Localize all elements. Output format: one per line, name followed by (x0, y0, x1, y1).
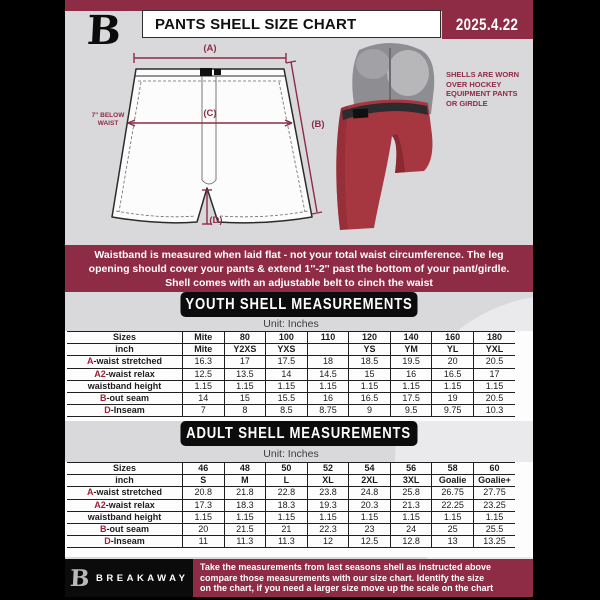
value-cell: 11.3 (224, 536, 266, 548)
table-row (67, 405, 515, 417)
value-cell: 12.5 (349, 536, 391, 548)
value-cell: 10.3 (473, 405, 515, 417)
table-row (67, 392, 515, 404)
page-title: PANTS SHELL SIZE CHART (142, 10, 441, 38)
youth-table-card (65, 331, 533, 421)
value-cell: 1.15 (307, 511, 349, 523)
value-cell: 17.3 (183, 499, 225, 511)
table-row (67, 332, 515, 344)
value-cell: 14.5 (307, 368, 349, 380)
table-row (67, 536, 515, 548)
value-cell: 20.3 (349, 499, 391, 511)
value-cell: YXL (473, 344, 515, 356)
label-d: (D) (209, 215, 223, 226)
value-cell: S (183, 475, 225, 487)
table-row (67, 475, 515, 487)
value-cell: 21.8 (224, 487, 266, 499)
table-row (67, 356, 515, 368)
footer-logo-icon: B (68, 564, 90, 592)
table-row (67, 463, 515, 475)
value-cell: 2XL (349, 475, 391, 487)
value-cell: 56 (390, 463, 432, 475)
value-cell: 48 (224, 463, 266, 475)
row-label: Sizes (67, 332, 183, 344)
value-cell: 22.8 (266, 487, 308, 499)
table-row (67, 380, 515, 392)
row-label: D-Inseam (67, 536, 183, 548)
table-row (67, 523, 515, 535)
value-cell: 20 (432, 356, 474, 368)
value-cell: Y2XS (224, 344, 266, 356)
value-cell: 120 (349, 332, 391, 344)
value-cell: 19.3 (307, 499, 349, 511)
footer-brand-block (65, 559, 193, 597)
value-cell: 3XL (390, 475, 432, 487)
youth-heading-text: YOUTH SHELL MEASUREMENTS (185, 295, 413, 313)
value-cell: 16 (307, 392, 349, 404)
value-cell: 15.5 (266, 392, 308, 404)
value-cell: 22.3 (307, 523, 349, 535)
value-cell: 11.3 (266, 536, 308, 548)
value-cell: 50 (266, 463, 308, 475)
label-a: (A) (203, 43, 217, 54)
value-cell: 8.75 (307, 405, 349, 417)
value-cell: 15 (349, 368, 391, 380)
value-cell: 20.8 (183, 487, 225, 499)
pants-outline-illustration (85, 38, 345, 240)
shell-photo-illustration (333, 40, 455, 238)
value-cell: 21.5 (224, 523, 266, 535)
value-cell: 18.3 (266, 499, 308, 511)
value-cell: 8 (224, 405, 266, 417)
value-cell: 14 (266, 368, 308, 380)
side-note-line: 7'' BELOW (91, 112, 125, 119)
value-cell: 1.15 (266, 511, 308, 523)
value-cell: 16 (390, 368, 432, 380)
label-c: (C) (203, 108, 217, 119)
value-cell (307, 344, 349, 356)
value-cell: 17 (224, 356, 266, 368)
value-cell: 140 (390, 332, 432, 344)
value-cell: 8.5 (266, 405, 308, 417)
photo-note-line: OVER HOCKEY (446, 79, 502, 89)
value-cell: 9 (349, 405, 391, 417)
value-cell: 1.15 (183, 511, 225, 523)
table-row (67, 487, 515, 499)
value-cell: 13.25 (473, 536, 515, 548)
footer-line: Take the measurements from last seasons shell as instructed above (200, 562, 491, 572)
value-cell: Goalie (432, 475, 474, 487)
value-cell: YL (432, 344, 474, 356)
value-cell: 19 (432, 392, 474, 404)
value-cell: 60 (473, 463, 515, 475)
value-cell: 9.75 (432, 405, 474, 417)
adult-unit-label: Unit: Inches (263, 448, 319, 460)
value-cell: YXS (266, 344, 308, 356)
row-label: A-waist stretched (67, 356, 183, 368)
value-cell: Mite (183, 332, 225, 344)
value-cell: 160 (432, 332, 474, 344)
footer-brand-name: BREAKAWAY (96, 572, 189, 584)
photo-note-line: OR GIRDLE (446, 98, 488, 108)
value-cell: 11 (183, 536, 225, 548)
value-cell: YS (349, 344, 391, 356)
value-cell: 16.5 (349, 392, 391, 404)
table-row (67, 511, 515, 523)
value-cell: 1.15 (390, 380, 432, 392)
value-cell: M (224, 475, 266, 487)
size-chart-document (65, 0, 533, 600)
value-cell: 25.5 (473, 523, 515, 535)
value-cell: 22.25 (432, 499, 474, 511)
adult-table (67, 462, 515, 548)
photo-note (446, 70, 532, 108)
date-text: 2025.4.22 (456, 14, 519, 34)
table-row (67, 344, 515, 356)
row-label: A2-waist relax (67, 499, 183, 511)
value-cell: 25 (432, 523, 474, 535)
value-cell: 1.15 (432, 511, 474, 523)
row-label: B-out seam (67, 523, 183, 535)
value-cell: 1.15 (473, 511, 515, 523)
row-label: B-out seam (67, 392, 183, 404)
value-cell: 23 (349, 523, 391, 535)
value-cell: 52 (307, 463, 349, 475)
seven-below-waist-note (85, 112, 131, 128)
date-badge (442, 10, 533, 39)
value-cell: 1.15 (349, 380, 391, 392)
photo-note-line: EQUIPMENT PANTS (446, 89, 518, 98)
value-cell: 26.75 (432, 487, 474, 499)
value-cell: 80 (224, 332, 266, 344)
value-cell: 100 (266, 332, 308, 344)
banner-line: opening should cover your pants & extend 1''-2'' past the bottom of your pant/girdle. (88, 263, 510, 275)
value-cell: 180 (473, 332, 515, 344)
value-cell: 20.5 (473, 356, 515, 368)
value-cell: 12.8 (390, 536, 432, 548)
value-cell: 16.5 (432, 368, 474, 380)
footer-line: compare those measurements with our size chart. Identify the size (200, 572, 485, 583)
row-label: waistband height (67, 511, 183, 523)
value-cell: 1.15 (266, 380, 308, 392)
value-cell: 1.15 (307, 380, 349, 392)
value-cell: 15 (224, 392, 266, 404)
value-cell: 21 (266, 523, 308, 535)
value-cell: 24.8 (349, 487, 391, 499)
value-cell: XL (307, 475, 349, 487)
value-cell: 17 (473, 368, 515, 380)
value-cell: 18.5 (349, 356, 391, 368)
value-cell: 20.5 (473, 392, 515, 404)
row-label: D-Inseam (67, 405, 183, 417)
value-cell: 18 (307, 356, 349, 368)
value-cell: 16.3 (183, 356, 225, 368)
value-cell: 21.3 (390, 499, 432, 511)
value-cell: 1.15 (432, 380, 474, 392)
value-cell: 12 (307, 536, 349, 548)
value-cell: 17.5 (266, 356, 308, 368)
value-cell: 12.5 (183, 368, 225, 380)
adult-section-heading (181, 421, 418, 446)
value-cell: 17.5 (390, 392, 432, 404)
info-banner (65, 245, 533, 292)
adult-heading-text: ADULT SHELL MEASUREMENTS (186, 424, 412, 442)
pants-measurement-diagram (85, 38, 345, 240)
value-cell: 24 (390, 523, 432, 535)
label-b: (B) (311, 119, 325, 130)
value-cell: 23.8 (307, 487, 349, 499)
row-label: waistband height (67, 380, 183, 392)
photo-note-line: SHELLS ARE WORN (446, 70, 520, 79)
value-cell: 13.5 (224, 368, 266, 380)
youth-table (67, 331, 515, 417)
youth-section-heading (181, 292, 418, 317)
table-row (67, 499, 515, 511)
belt-buckle-icon (200, 68, 212, 76)
value-cell: 58 (432, 463, 474, 475)
value-cell: 1.15 (349, 511, 391, 523)
value-cell: 18.3 (224, 499, 266, 511)
value-cell: Mite (183, 344, 225, 356)
value-cell: 110 (307, 332, 349, 344)
value-cell: 46 (183, 463, 225, 475)
value-cell: 1.15 (224, 380, 266, 392)
banner-line: Shell comes with an adjustable belt to cinch the waist (165, 277, 433, 289)
shell-photo (333, 40, 455, 238)
row-label: A2-waist relax (67, 368, 183, 380)
footer-instructions (193, 559, 533, 597)
value-cell: 1.15 (390, 511, 432, 523)
value-cell: 19.5 (390, 356, 432, 368)
value-cell: 1.15 (224, 511, 266, 523)
footer-line: on the chart, if you need a larger size move up the scale on the chart (200, 583, 494, 594)
youth-unit-label: Unit: Inches (263, 318, 319, 330)
adult-table-card (65, 462, 533, 557)
value-cell: 27.75 (473, 487, 515, 499)
value-cell: YM (390, 344, 432, 356)
value-cell: 54 (349, 463, 391, 475)
value-cell: 23.25 (473, 499, 515, 511)
value-cell: 9.5 (390, 405, 432, 417)
banner-line: Waistband is measured when laid flat - not your total waist circumference. The leg (94, 249, 504, 261)
table-row (67, 368, 515, 380)
row-label: inch (67, 475, 183, 487)
row-label: Sizes (67, 463, 183, 475)
row-label: A-waist stretched (67, 487, 183, 499)
value-cell: 20 (183, 523, 225, 535)
value-cell: 14 (183, 392, 225, 404)
row-label: inch (67, 344, 183, 356)
value-cell: 13 (432, 536, 474, 548)
value-cell: L (266, 475, 308, 487)
side-note-line: WAIST (97, 120, 119, 127)
value-cell: 25.8 (390, 487, 432, 499)
value-cell: 1.15 (473, 380, 515, 392)
brand-logo-icon: B (85, 7, 123, 54)
value-cell: Goalie+ (473, 475, 515, 487)
value-cell: 1.15 (183, 380, 225, 392)
value-cell: 7 (183, 405, 225, 417)
